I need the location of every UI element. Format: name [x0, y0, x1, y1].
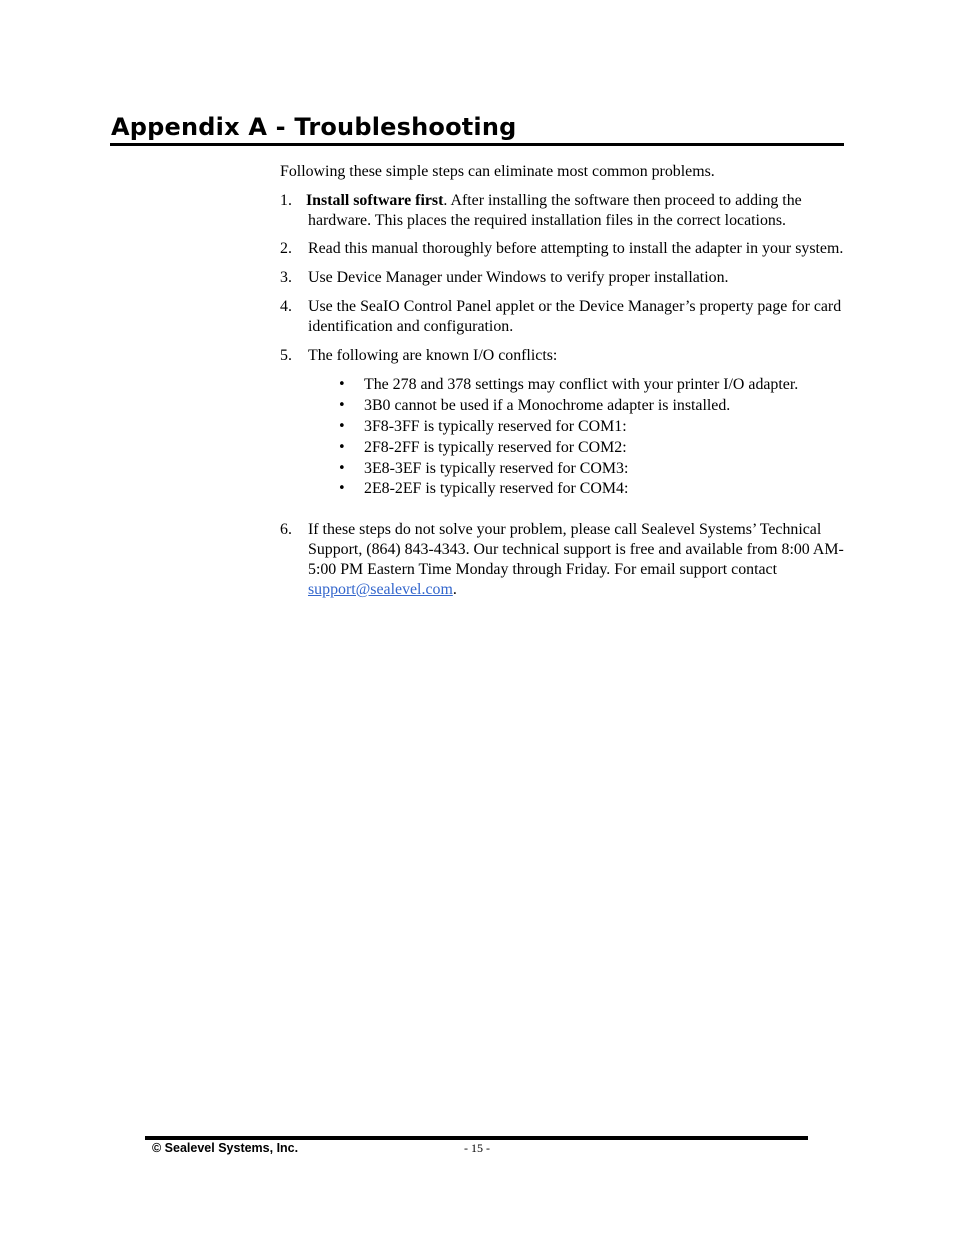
support-text-end: .: [452, 580, 457, 598]
step-number: 1.: [280, 191, 292, 209]
conflict-text: 3F8-3FF is typically reserved for COM1:: [364, 417, 627, 435]
bullet-icon: •: [338, 481, 346, 497]
step-item: [280, 297, 845, 337]
conflict-text: 3B0 cannot be used if a Monochrome adapter is installed.: [364, 397, 731, 415]
step-item: [280, 191, 845, 231]
conflicts-list: [308, 375, 845, 500]
conflict-item: [308, 438, 845, 459]
step-item: [280, 268, 845, 288]
step-item: [280, 520, 845, 599]
footer-copyright: © Sealevel Systems, Inc.: [152, 1141, 299, 1155]
step-number: 3.: [280, 269, 292, 287]
step-number: 2.: [280, 240, 292, 258]
intro-text: Following these simple steps can eliminate most common problems.: [280, 163, 715, 180]
bullet-icon: •: [338, 398, 346, 414]
conflict-item: [308, 396, 845, 417]
page-heading: Appendix A - Troubleshooting: [111, 113, 517, 141]
conflict-item: [308, 375, 845, 396]
footer-page-number: - 15 -: [464, 1141, 490, 1155]
step-item: [280, 239, 845, 259]
step-text: [308, 520, 845, 599]
step-text: Read this manual thoroughly before attempting to install the adapter in your system.: [308, 240, 844, 258]
conflict-item: [308, 417, 845, 438]
support-text: If these steps do not solve your problem, please call Sealevel Systems’ Technical Support, (864) 843-4343. Our technical support is free and available from 8:00 AM-5:00 PM Eastern Time Monday through Friday. For email support contact: [308, 521, 844, 578]
conflict-item: [308, 479, 845, 500]
conflict-text: 3E8-3EF is typically reserved for COM3:: [364, 459, 629, 477]
step-text: Use the SeaIO Control Panel applet or the Device Manager’s property page for card identification and configuration.: [308, 297, 842, 335]
step-text: [308, 191, 845, 231]
step-text: The following are known I/O conflicts:: [308, 346, 558, 364]
bullet-icon: •: [338, 377, 346, 393]
conflict-text: 2F8-2FF is typically reserved for COM2:: [364, 438, 627, 456]
conflict-text: The 278 and 378 settings may conflict with your printer I/O adapter.: [364, 376, 799, 394]
conflict-text: 2E8-2EF is typically reserved for COM4:: [364, 480, 629, 498]
step-number: 4.: [280, 297, 292, 315]
support-email-link[interactable]: support@sealevel.com: [308, 580, 453, 598]
bullet-icon: •: [338, 439, 346, 455]
heading-rule: [110, 143, 844, 146]
bullet-icon: •: [338, 418, 346, 434]
step-bold-text: Install software first: [306, 191, 444, 209]
step-text: Use Device Manager under Windows to verify proper installation.: [308, 269, 729, 287]
step-item: [280, 346, 845, 501]
content: [280, 162, 845, 608]
steps-list: [280, 191, 845, 600]
step-number: 5.: [280, 346, 292, 364]
step-number: 6.: [280, 521, 292, 539]
step-text-rest: . After installing the software then proceed to adding the hardware. This places the required installation files in the correct locations.: [308, 191, 802, 229]
conflict-item: [308, 459, 845, 480]
bullet-icon: •: [338, 460, 346, 476]
